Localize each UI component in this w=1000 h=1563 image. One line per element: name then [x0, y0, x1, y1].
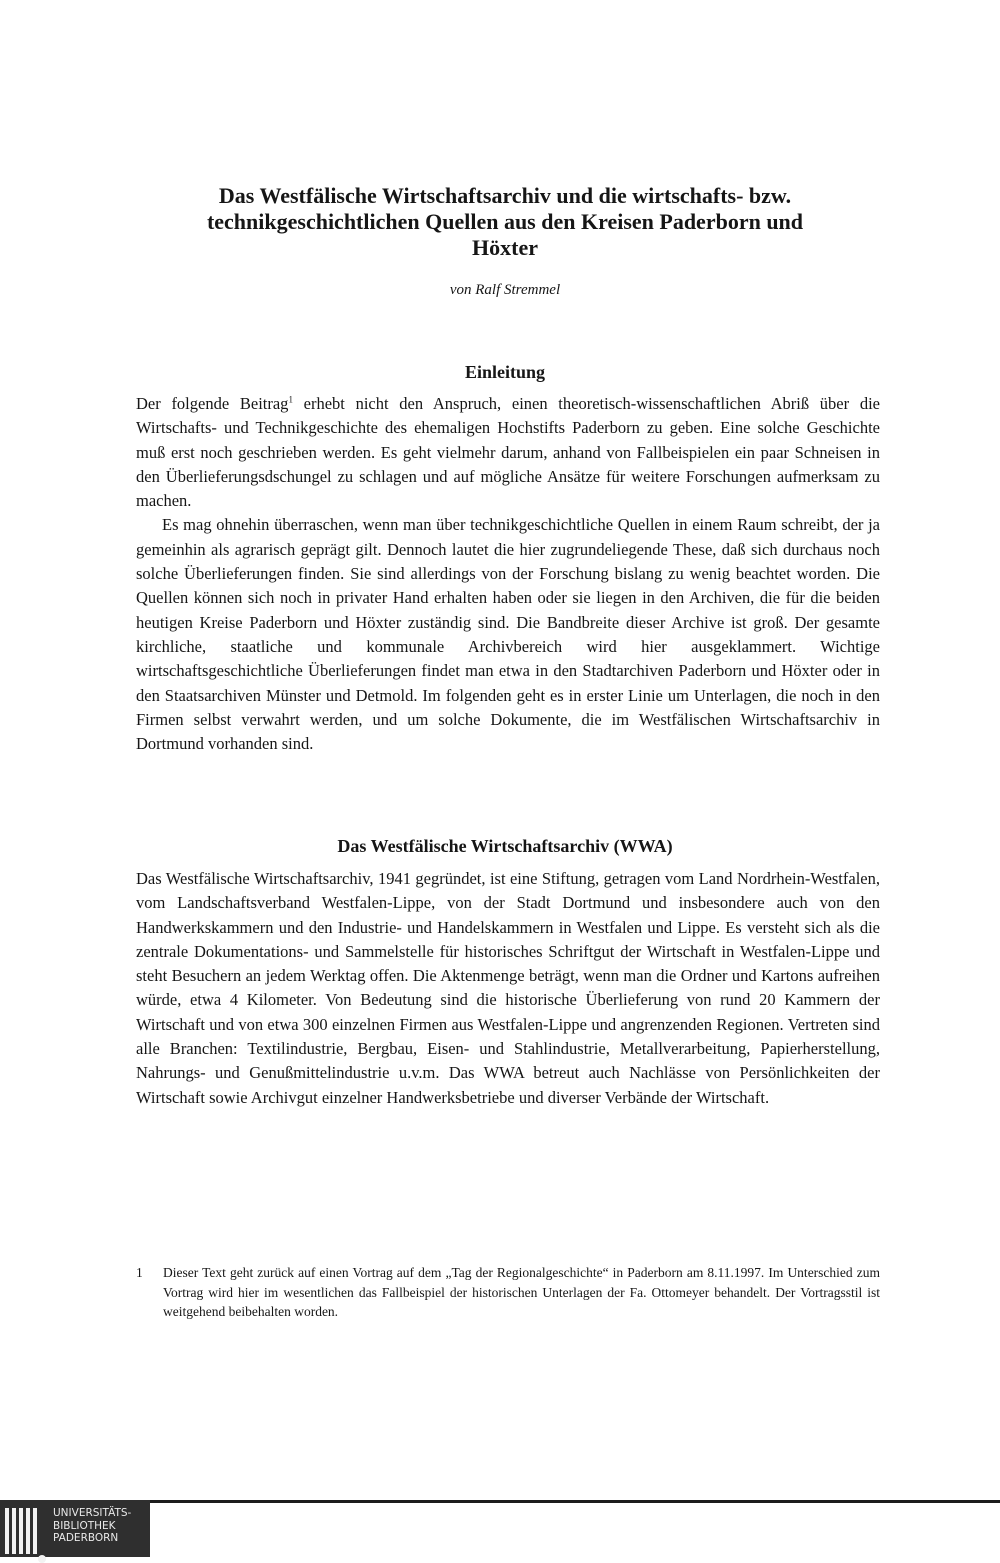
article-title	[120, 183, 890, 261]
intro-paragraph-1	[136, 392, 880, 513]
footnote-reference: 1	[288, 394, 293, 405]
footnote-text: Dieser Text geht zurück auf einen Vortrag auf dem „Tag der Regionalgeschichte“ in Paderborn am 8.11.1997. Im Unterschied zum Vortrag wird hier im wesentlichen das Fallbeispiel der historischen Unterlagen der Fa. Ottomeyer behandelt. Der Vortragsstil ist weitgehend beibehalten worden.	[163, 1265, 880, 1319]
footnote-number: 1	[136, 1265, 143, 1280]
wwa-paragraph-1: Das Westfälische Wirtschaftsarchiv, 1941 gegründet, ist eine Stiftung, getragen vom Land Nordrhein-Westfalen, vom Landschaftsverband Westfalen-Lippe, von der Stadt Dortmund und insbesondere auch von den Handwerkskammern und den Industrie- und Handelskammern in Westfalen und Lippe. Es versteht sich als die zentrale Dokumentations- und Sammelstelle für historisches Schriftgut der Wirtschaft in Westfalen-Lippe und steht Besuchern an jedem Werktag offen. Die Aktenmenge beträgt, wenn man die Ordner und Kartons aufreihen würde, etwa 4 Kilometer. Von Bedeutung sind die historische Überlieferung von rund 20 Kammern der Wirtschaft und von etwa 300 einzelnen Firmen aus Westfalen-Lippe und angrenzenden Regionen. Vertreten sind alle Branchen: Textilindustrie, Bergbau, Eisen- und Stahlindustrie, Metallverarbeitung, Papierherstellung, Nahrungs- und Genußmittelindustrie u.v.m. Das WWA betreut auch Nachlässe von Persönlichkeiten der Wirtschaft sowie Archivgut einzelner Handwerksbetriebe und diverser Verbände der Wirtschaft.	[136, 869, 880, 1107]
article-title-line-1: Das Westfälische Wirtschaftsarchiv und die wirtschafts- bzw.	[218, 183, 792, 208]
library-logo-line-2: BIBLIOTHEK	[53, 1519, 116, 1532]
section-heading-wwa: Das Westfälische Wirtschaftsarchiv (WWA)	[337, 836, 673, 856]
library-logo-line-3: PADERBORN	[53, 1532, 119, 1544]
intro-paragraph-1-start: Der folgende Beitrag	[136, 394, 289, 413]
library-logo	[0, 1500, 150, 1557]
library-logo-bars-icon	[5, 1508, 41, 1556]
footnote	[136, 1263, 880, 1322]
article-title-line-3: Höxter	[472, 235, 538, 260]
article-title-line-2: technikgeschichtlichen Quellen aus den Kreisen Paderborn und	[206, 209, 804, 234]
author-line: von Ralf Stremmel	[449, 282, 561, 298]
intro-section	[136, 392, 880, 756]
section-heading-einleitung: Einleitung	[464, 362, 546, 382]
intro-paragraph-1-rest: erhebt nicht den Anspruch, einen theoretisch-wissenschaftlichen Abriß über die Wirtschafts- und Technikgeschichte des ehemaligen Hochstifts Paderborn zu geben. Eine solche Geschichte muß erst noch geschrieben werden. Es geht vielmehr darum, anhand von Fallbeispielen ein paar Schneisen in den Überlieferungsdschungel zu schlagen und auf mögliche Ansätze für weitere Forschungen aufmerksam zu machen.	[136, 394, 880, 511]
library-logo-line-1: UNIVERSITÄTS-	[53, 1507, 132, 1519]
library-logo-text	[53, 1507, 131, 1545]
intro-paragraph-2: Es mag ohnehin überraschen, wenn man über technikgeschichtliche Quellen in einem Raum schreibt, der ja gemeinhin als agrarisch geprägt gilt. Dennoch lautet die hier zugrundeliegende These, daß sich durchaus noch solche Überlieferungen finden. Sie sind allerdings von der Forschung bislang zu wenig beachtet worden. Die Quellen können sich noch in privater Hand erhalten haben oder sie liegen in den Archiven, die für die beiden heutigen Kreise Paderborn und Höxter zuständig sind. Die Bandbreite dieser Archive ist groß. Der gesamte kirchliche, staatliche und kommunale Archivbereich wird hier ausgeklammert. Wichtige wirtschaftsgeschichtliche Überlieferungen findet man etwa in den Stadtarchiven Paderborn und Höxter oder in den Staatsarchiven Münster und Detmold. Im folgenden geht es in erster Linie um Unterlagen, die noch in den Firmen selbst verwahrt werden, und um solche Dokumente, die im Westfälischen Wirtschaftsarchiv in Dortmund vorhanden sind.	[136, 515, 880, 754]
wwa-section	[136, 867, 880, 1110]
bottom-rule	[138, 1500, 1000, 1503]
